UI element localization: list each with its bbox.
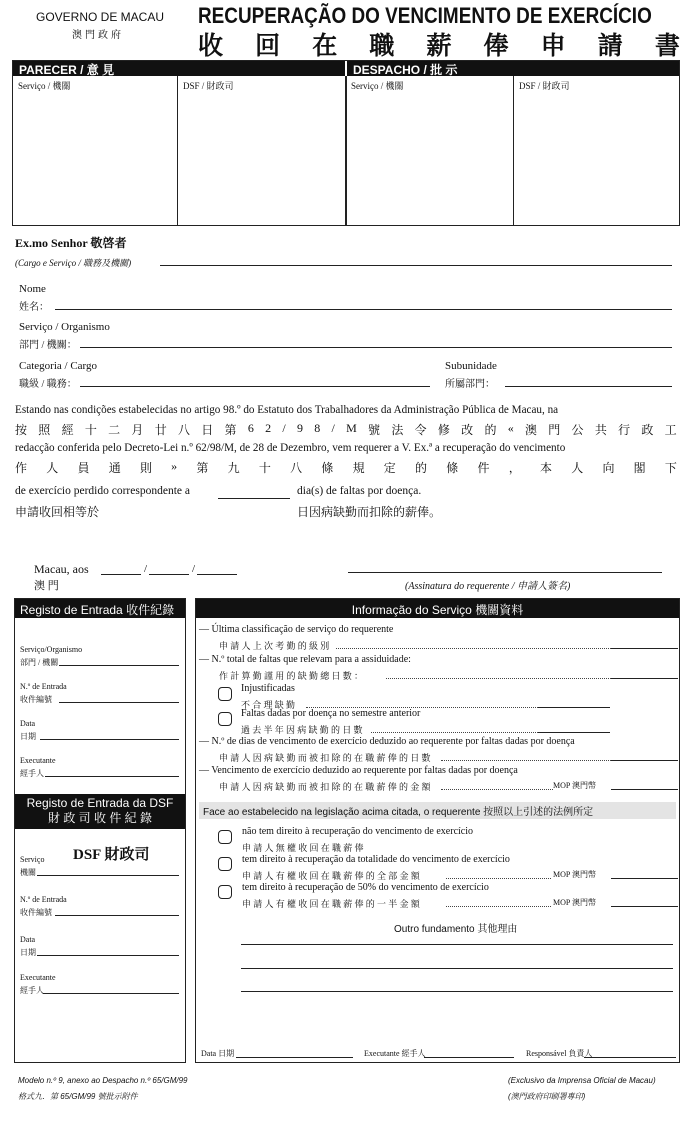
char: / [331, 421, 335, 435]
char: 請 [597, 32, 623, 60]
char: 作 [15, 461, 28, 475]
date-year-input[interactable] [197, 574, 237, 575]
info-item-1-zh: 申 請 人 上 次 考 勤 的 級 別 [219, 641, 330, 651]
parecer-dsf-field[interactable]: DSF / 財政司 [183, 81, 234, 91]
info-item-4: — Vencimento de exercício deduzido ao requerente por faltas dadas por doença [199, 765, 518, 776]
nome-label: Nome [19, 283, 46, 295]
char: 俸 [483, 32, 509, 60]
servico-label-zh: 部門 / 機關： [19, 340, 77, 351]
injustificadas-label: Injustificadas [241, 683, 295, 694]
dsf-data-label-zh: 日期 [20, 948, 36, 957]
dsf-servico-input[interactable] [37, 875, 179, 876]
char: 申 [540, 32, 566, 60]
option-3-label-zh: 申 請 人 有 權 收 回 在 職 薪 俸 的 一 半 金 額 [242, 899, 420, 909]
cinquenta-input[interactable] [611, 906, 678, 907]
total-faltas-input[interactable] [611, 678, 678, 679]
registo-entrada-label: N.º de Entrada [20, 682, 67, 691]
paragraph-line-2-zh [15, 459, 677, 476]
info-item-2: — N.º total de faltas que relevam para a assiduidade: [199, 654, 411, 665]
paragraph-line-3-end: dia(s) de faltas por doença. [297, 485, 422, 497]
form-title-zh [198, 26, 680, 62]
char: 閣 [633, 461, 646, 475]
char: 條 [446, 461, 459, 475]
date-place-label: Macau, aos [34, 562, 89, 576]
dsf-data-label: Data [20, 935, 36, 944]
cargo-label: (Cargo e Serviço / 職務及機關) [15, 258, 132, 268]
registo-exec-label: Executante [20, 756, 56, 765]
char: 薪 [426, 32, 452, 60]
totalidade-input[interactable] [611, 878, 678, 879]
registo-servico-label-zh: 部門 / 機關 [20, 658, 59, 667]
registo-dsf-title-zh: 財 政 司 收 件 紀 錄 [47, 811, 152, 825]
footer-modelo: Modelo n.º 9, anexo ao Despacho n.º 65/GM/99 [18, 1076, 188, 1085]
char: 八 [177, 423, 190, 437]
registo-exec-input[interactable] [45, 776, 179, 777]
registo-entrada-label-zh: 收件編號 [20, 695, 52, 704]
char: M [346, 421, 357, 435]
char: 定 [383, 461, 396, 475]
subunidade-label-zh: 所屬部門： [445, 379, 495, 390]
char: 十 [84, 423, 97, 437]
char: 規 [352, 461, 365, 475]
days-input[interactable] [218, 498, 290, 499]
nome-label-zh: 姓名： [19, 302, 49, 313]
mop-label: MOP 澳門幣 [553, 781, 597, 790]
outro-fundamento-line-2[interactable] [241, 968, 673, 969]
despacho-servico-field[interactable]: Serviço / 機關 [351, 81, 404, 91]
injustificadas-checkbox[interactable] [218, 687, 232, 701]
totalidade-checkbox[interactable] [218, 857, 232, 871]
char: 令 [414, 423, 427, 437]
dsf-exec-label: Executante [20, 973, 56, 982]
registo-servico-label: Serviço/Organismo [20, 645, 83, 654]
categoria-label-zh: 職級 / 職務： [19, 379, 77, 390]
char: 八 [290, 461, 303, 475]
char: 改 [461, 423, 474, 437]
char: 月 [131, 423, 144, 437]
nome-input[interactable] [55, 309, 672, 310]
char: 經 [61, 423, 74, 437]
servico-label: Serviço / Organismo [19, 321, 110, 333]
cargo-input[interactable] [160, 265, 672, 266]
paragraph-line-1: Estando nas condições estabelecidas no artigo 98.º do Estatuto dos Trabalhadores da Administração Pública de Macau, na [15, 404, 559, 416]
info-exec-label: Executante 經手人 [364, 1049, 426, 1058]
paragraph-line-3: de exercício perdido correspondente a [15, 485, 190, 497]
registo-entrada-input[interactable] [59, 702, 179, 703]
parecer-servico-field[interactable]: Serviço / 機關 [18, 81, 71, 91]
mop-label-2: MOP 澳門幣 [553, 870, 597, 879]
dsf-label: DSF 財政司 [73, 847, 150, 863]
categoria-input[interactable] [80, 386, 430, 387]
servico-input[interactable] [80, 347, 672, 348]
registo-data-label: Data [20, 719, 36, 728]
cinquenta-por-cento-checkbox[interactable] [218, 885, 232, 899]
date-place-label-zh: 澳 門 [34, 580, 59, 592]
outro-fundamento-line-3[interactable] [241, 991, 673, 992]
char: 收 [198, 32, 224, 60]
char: 政 [641, 423, 654, 437]
char: ， [508, 461, 521, 475]
char: 職 [369, 32, 395, 60]
faltas-doenca-label-zh: 過 去 半 年 因 病 缺 勤 的 日 數 [241, 725, 363, 735]
signature-caption: (Assinatura do requerente / 申請人簽名) [405, 581, 571, 592]
dsf-entrada-label: N.º de Entrada [20, 895, 67, 904]
info-data-label: Data 日期 [201, 1049, 235, 1058]
option-2-label-zh: 申 請 人 有 權 收 回 在 職 薪 俸 的 全 部 金 額 [242, 871, 420, 881]
char: 廿 [154, 423, 167, 437]
government-name-zh: 澳門政府 [72, 30, 124, 41]
dsf-exec-input[interactable] [43, 993, 179, 994]
outro-fundamento-line-1[interactable] [241, 944, 673, 945]
dsf-servico-label: Serviço [20, 855, 45, 864]
info-item-2-zh: 作 計 算 勤 謹 用 的 缺 勤 總 日 數 ： [219, 671, 364, 681]
char: 6 [247, 421, 254, 435]
char: 門 [548, 423, 561, 437]
salutation: Ex.mo Senhor 敬啓者 [15, 236, 127, 250]
classificacao-input[interactable] [611, 648, 678, 649]
injustificadas-label-zh: 不 合 理 缺 勤 [241, 700, 296, 710]
registo-header: Registo de Entrada 收件紀錄 [15, 599, 185, 618]
char: 書 [654, 32, 680, 60]
char: 9 [296, 421, 303, 435]
char: 回 [255, 32, 281, 60]
char: / [282, 421, 286, 435]
date-day-input[interactable] [101, 574, 141, 575]
dsf-entrada-label-zh: 收件編號 [20, 908, 52, 917]
char: 的 [484, 423, 497, 437]
char: 下 [664, 461, 677, 475]
char: 則 [139, 461, 152, 475]
registo-dsf-header [15, 794, 185, 829]
char: 照 [38, 423, 51, 437]
registo-dsf-title: Registo de Entrada da DSF [26, 796, 174, 810]
footer-modelo-zh: 格式九．第 65/GM/99 號批示附件 [18, 1092, 138, 1101]
option-1-label-zh: 申 請 人 無 權 收 回 在 職 薪 俸 [242, 843, 364, 853]
despacho-dsf-field[interactable]: DSF / 財政司 [519, 81, 570, 91]
faltas-doenca-input[interactable] [538, 732, 610, 733]
dias-deduzidos-input[interactable] [611, 760, 678, 761]
option-1-label: não tem direito à recuperação do vencimento de exercício [242, 826, 473, 837]
paragraph-line-4-end: 日因病缺勤而扣除的薪俸。 [297, 505, 442, 519]
option-2-label: tem direito à recuperação da totalidade do vencimento de exercício [242, 854, 510, 865]
dsf-servico-label-zh: 機關 [20, 868, 36, 877]
char: 8 [314, 421, 321, 435]
opinion-dispatch-box [12, 60, 680, 226]
char: 第 [224, 423, 237, 437]
info-item-3: — N.º de dias de vencimento de exercício deduzido ao requerente por faltas dadas por doença [199, 736, 575, 747]
option-3-label: tem direito à recuperação de 50% do vencimento de exercício [242, 882, 489, 893]
char: 第 [196, 461, 209, 475]
char: 共 [594, 423, 607, 437]
char: 在 [312, 32, 338, 60]
faltas-doenca-label: Faltas dadas por doença no semestre anterior [241, 708, 421, 719]
char: 人 [46, 461, 59, 475]
char: 本 [539, 461, 552, 475]
char: 公 [571, 423, 584, 437]
vencimento-deduzido-input[interactable] [611, 789, 678, 790]
char: 十 [258, 461, 271, 475]
mop-label-3: MOP 澳門幣 [553, 898, 597, 907]
char: » [171, 459, 178, 473]
char: 號 [368, 423, 381, 437]
registo-servico-input[interactable] [59, 665, 179, 666]
registo-data-input[interactable] [40, 739, 179, 740]
outro-fundamento-label: Outro fundamento 其他理由 [394, 924, 518, 935]
char: 向 [602, 461, 615, 475]
char: 工 [664, 423, 677, 437]
char: 條 [321, 461, 334, 475]
registo-entrada-box [14, 598, 186, 1063]
char: 2 [265, 421, 272, 435]
info-resp-input[interactable] [584, 1057, 676, 1058]
footer-exclusivo: (Exclusivo da Imprensa Oficial de Macau) [508, 1076, 656, 1085]
paragraph-line-4: 申請收回相等於 [15, 505, 100, 519]
info-data-input[interactable] [236, 1057, 353, 1058]
char: 的 [415, 461, 428, 475]
char: 二 [108, 423, 121, 437]
info-header: Informação do Serviço 機關資料 [196, 599, 679, 618]
faltas-doenca-checkbox[interactable] [218, 712, 232, 726]
subunidade-input[interactable] [505, 386, 672, 387]
char: 行 [618, 423, 631, 437]
char: 人 [571, 461, 584, 475]
char: 日 [201, 423, 214, 437]
footer-exclusivo-zh: (澳門政府印刷署專印) [508, 1092, 586, 1101]
signature-input[interactable] [348, 572, 662, 573]
char: 法 [391, 423, 404, 437]
categoria-label: Categoria / Cargo [19, 360, 97, 372]
info-item-1: — Última classificação de serviço do requerente [199, 624, 394, 635]
info-item-4-zh: 申 請 人 因 病 缺 勤 而 被 扣 除 的 在 職 薪 俸 的 金 額 [219, 782, 431, 792]
form-title: RECUPERAÇÃO DO VENCIMENTO DE EXERCÍCIO [198, 3, 652, 28]
informacao-servico-box [195, 598, 680, 1063]
char: 件 [477, 461, 490, 475]
info-resp-label: Responsável 負責人 [526, 1049, 593, 1058]
nao-tem-direito-checkbox[interactable] [218, 830, 232, 844]
paragraph-line-2: redacção conferida pelo Decreto-Lei n.º 62/98/M, de 28 de Dezembro, vem requerer a V. Ex.ª a recuperação do vencimento [15, 442, 566, 454]
subunidade-label: Subunidade [445, 360, 497, 372]
parecer-header: PARECER / 意 見 [13, 61, 345, 76]
date-month-input[interactable] [149, 574, 189, 575]
char: 員 [77, 461, 90, 475]
char: 按 [15, 423, 28, 437]
char: 通 [108, 461, 121, 475]
info-item-3-zh: 申 請 人 因 病 缺 勤 而 被 扣 除 的 在 職 薪 俸 的 日 數 [219, 753, 431, 763]
dsf-exec-label-zh: 經手人 [20, 986, 44, 995]
paragraph-line-1-zh [15, 421, 677, 438]
info-exec-input[interactable] [424, 1057, 514, 1058]
dsf-entrada-input[interactable] [55, 915, 179, 916]
injustificadas-input[interactable] [538, 707, 610, 708]
char: 九 [227, 461, 240, 475]
char: 修 [437, 423, 450, 437]
dsf-data-input[interactable] [37, 955, 179, 956]
registo-data-label-zh: 日期 [20, 732, 36, 741]
char: « [507, 421, 514, 435]
char: 澳 [524, 423, 537, 437]
government-name: GOVERNO DE MACAU [36, 10, 165, 24]
despacho-header: DESPACHO / 批 示 [347, 61, 679, 76]
registo-exec-label-zh: 經手人 [20, 769, 44, 778]
face-ao-estabelecido-text: Face ao estabelecido na legislação acima citada, o requerente 按照以上引述的法例所定 [199, 802, 676, 819]
